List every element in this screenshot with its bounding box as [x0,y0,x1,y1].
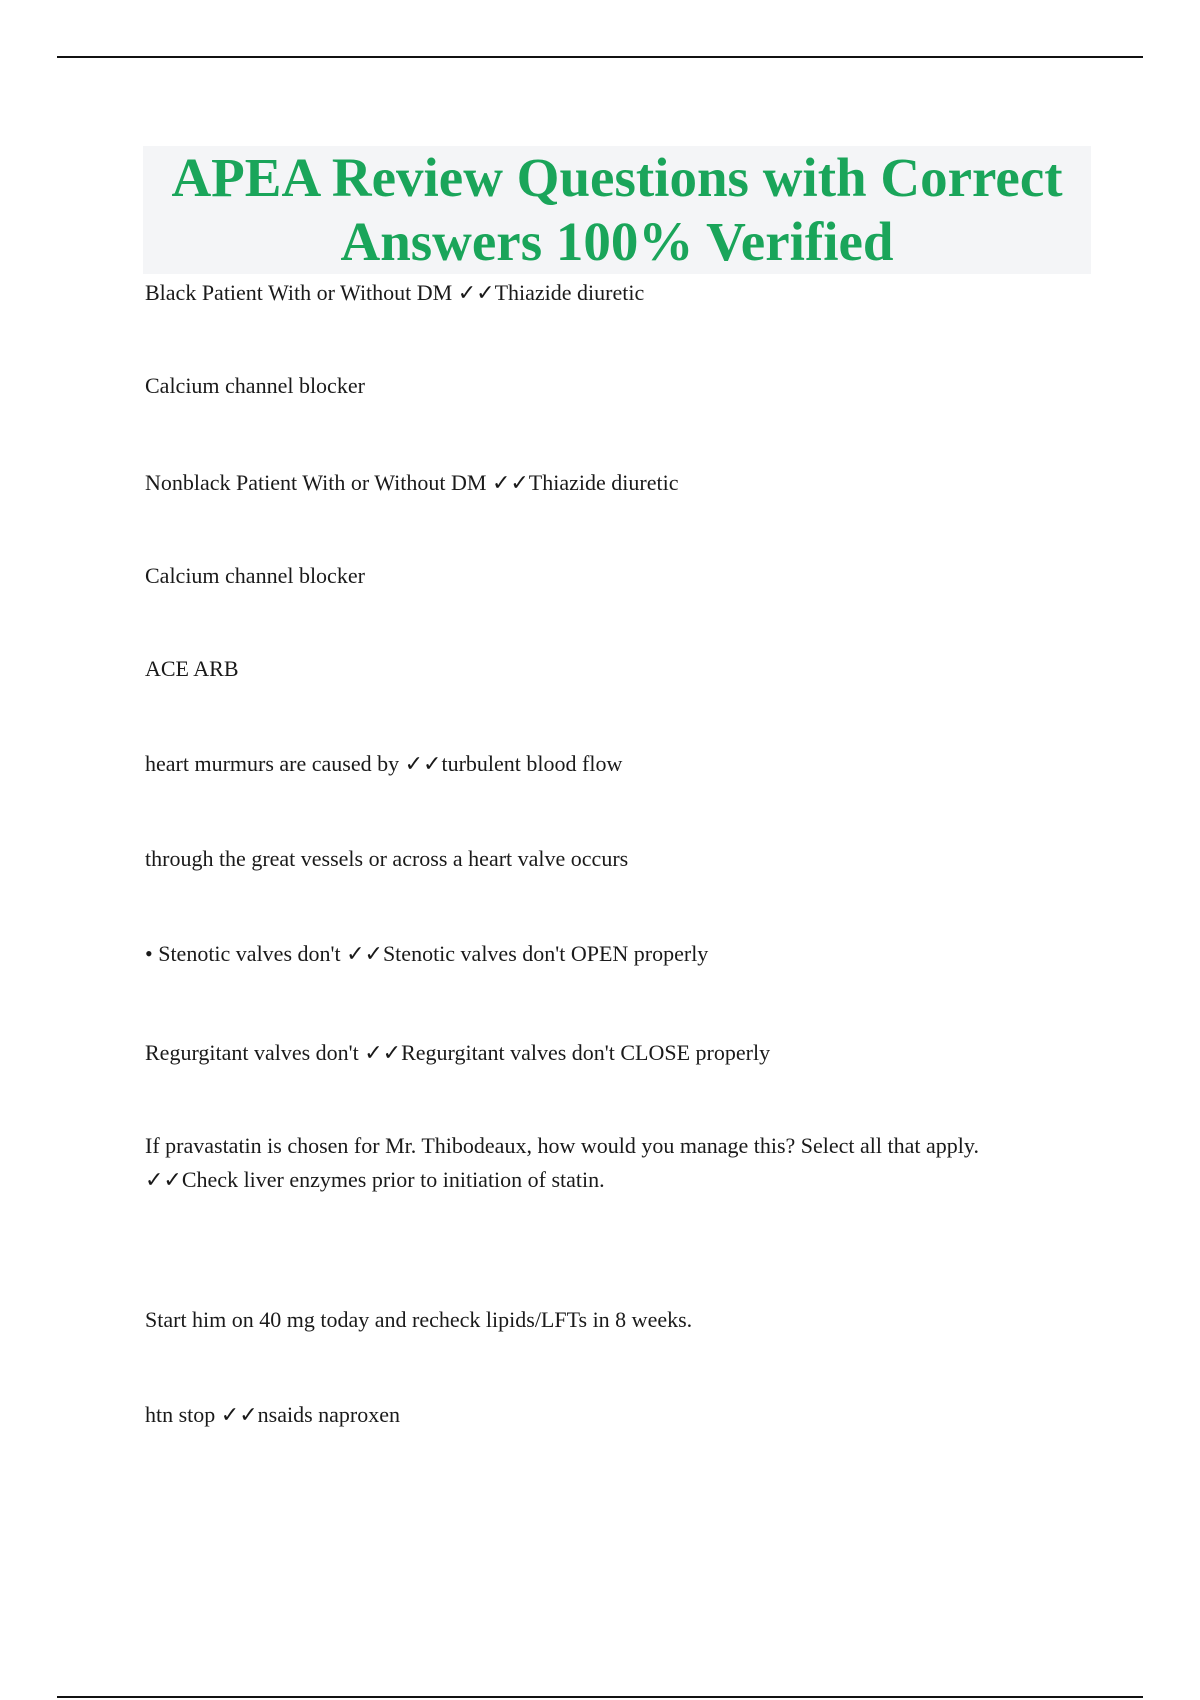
answer-line: • Stenotic valves don't ✓✓Stenotic valves don't OPEN properly [145,941,709,966]
document-title-line-1: APEA Review Questions with Correct [171,147,1063,208]
document-title-line-2: Answers 100% Verified [340,211,894,272]
answer-line: ACE ARB [145,656,239,681]
question-line: If pravastatin is chosen for Mr. Thibodeaux, how would you manage this? Select all that apply. [145,1133,979,1158]
bottom-rule [57,1696,1143,1698]
answer-line: Black Patient With or Without DM ✓✓Thiazide diuretic [145,280,645,305]
answer-line: Calcium channel blocker [145,563,365,588]
top-rule [57,56,1143,58]
answer-line: htn stop ✓✓nsaids naproxen [145,1402,401,1427]
answer-line: Start him on 40 mg today and recheck lipids/LFTs in 8 weeks. [145,1307,693,1332]
answer-line: through the great vessels or across a heart valve occurs [145,846,629,871]
answer-line: Nonblack Patient With or Without DM ✓✓Thiazide diuretic [145,470,679,495]
answer-line: Regurgitant valves don't ✓✓Regurgitant valves don't CLOSE properly [145,1040,771,1065]
document-title [143,146,1091,274]
answer-line: heart murmurs are caused by ✓✓turbulent blood flow [145,751,623,776]
answer-line: Calcium channel blocker [145,373,365,398]
answer-line: ✓✓Check liver enzymes prior to initiation of statin. [145,1167,605,1192]
